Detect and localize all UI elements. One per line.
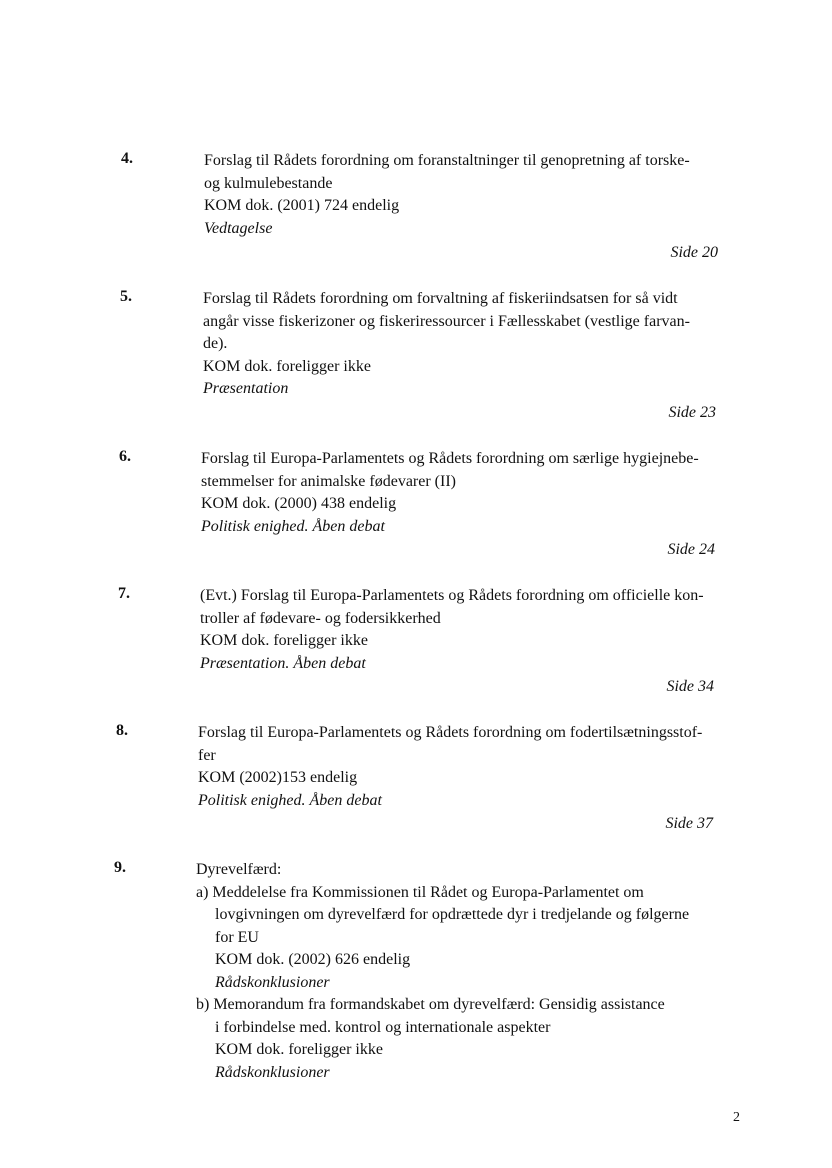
item-page-ref: Side 34 bbox=[666, 678, 714, 695]
item-page-ref: Side 37 bbox=[665, 815, 713, 832]
item-number: 8. bbox=[116, 722, 128, 739]
sub-item-title: a) Meddelelse fra Kommissionen til Rådet og Europa-Parlamentet om bbox=[196, 883, 644, 901]
item-action: Politisk enighed. Åben debat bbox=[198, 791, 382, 809]
sub-item-action: Rådskonklusioner bbox=[215, 973, 330, 991]
sub-item-action: Rådskonklusioner bbox=[215, 1063, 330, 1081]
item-action: Vedtagelse bbox=[204, 219, 273, 237]
sub-item-title-cont: for EU bbox=[215, 928, 259, 946]
item-number: 7. bbox=[118, 585, 130, 602]
sub-item-document: KOM dok. foreligger ikke bbox=[215, 1041, 383, 1058]
item-title-line: troller af fødevare- og fodersikkerhed bbox=[200, 609, 441, 627]
item-title-line: og kulmulebestande bbox=[204, 174, 333, 192]
item-action: Præsentation. Åben debat bbox=[200, 654, 366, 672]
sub-item-title-cont: lovgivningen om dyrevelfærd for opdrættede dyr i tredjelande og følgerne bbox=[215, 906, 690, 923]
sub-item-a bbox=[196, 882, 689, 995]
item-title-line: Forslag til Rådets forordning om forvaltning af fiskeriindsatsen for så vidt bbox=[203, 290, 678, 307]
item-document: KOM dok. (2000) 438 endelig bbox=[201, 495, 397, 512]
sub-item-title: b) Memorandum fra formandskabet om dyrevelfærd: Gensidig assistance bbox=[196, 996, 665, 1013]
item-number: 9. bbox=[114, 859, 126, 876]
item-page-ref: Side 24 bbox=[667, 541, 715, 558]
item-title-line: stemmelser for animalske fødevarer (II) bbox=[201, 472, 456, 490]
item-body bbox=[203, 288, 690, 401]
sub-item-document: KOM dok. (2002) 626 endelig bbox=[215, 951, 411, 968]
item-body bbox=[201, 448, 699, 538]
item-title-line: angår visse fiskerizoner og fiskeriressourcer i Fællesskabet (vestlige farvan- bbox=[203, 312, 690, 330]
item-document: KOM dok. (2001) 724 endelig bbox=[204, 197, 400, 214]
item-number: 6. bbox=[119, 448, 131, 465]
item-action: Præsentation bbox=[203, 380, 289, 397]
item-action: Politisk enighed. Åben debat bbox=[201, 517, 385, 535]
sub-item-title-cont: i forbindelse med. kontrol og internationale aspekter bbox=[215, 1018, 551, 1036]
item-number: 5. bbox=[120, 288, 132, 305]
item-title-line: fer bbox=[198, 746, 216, 764]
item-document: KOM dok. foreligger ikke bbox=[203, 357, 371, 375]
item-page-ref: Side 23 bbox=[668, 404, 716, 421]
item-heading: Dyrevelfærd: bbox=[196, 861, 282, 878]
page-number: 2 bbox=[733, 1110, 740, 1125]
item-page-ref: Side 20 bbox=[670, 244, 718, 261]
item-title-line: Forslag til Rådets forordning om foranstaltninger til genopretning af torske- bbox=[204, 152, 690, 169]
item-title-line: Forslag til Europa-Parlamentets og Rådets forordning om fodertilsætningsstof- bbox=[198, 724, 703, 741]
item-body bbox=[204, 150, 690, 240]
item-title-line: de). bbox=[203, 335, 228, 352]
item-body bbox=[196, 859, 689, 1084]
item-title-line: Forslag til Europa-Parlamentets og Rådets forordning om særlige hygiejnebe- bbox=[201, 450, 699, 467]
item-number: 4. bbox=[121, 150, 133, 167]
item-body bbox=[198, 722, 702, 812]
item-body bbox=[200, 585, 704, 675]
item-title-line: (Evt.) Forslag til Europa-Parlamentets og Rådets forordning om officielle kon- bbox=[200, 587, 704, 604]
item-document: KOM (2002)153 endelig bbox=[198, 769, 358, 786]
item-document: KOM dok. foreligger ikke bbox=[200, 632, 368, 649]
sub-item-b bbox=[196, 994, 689, 1084]
